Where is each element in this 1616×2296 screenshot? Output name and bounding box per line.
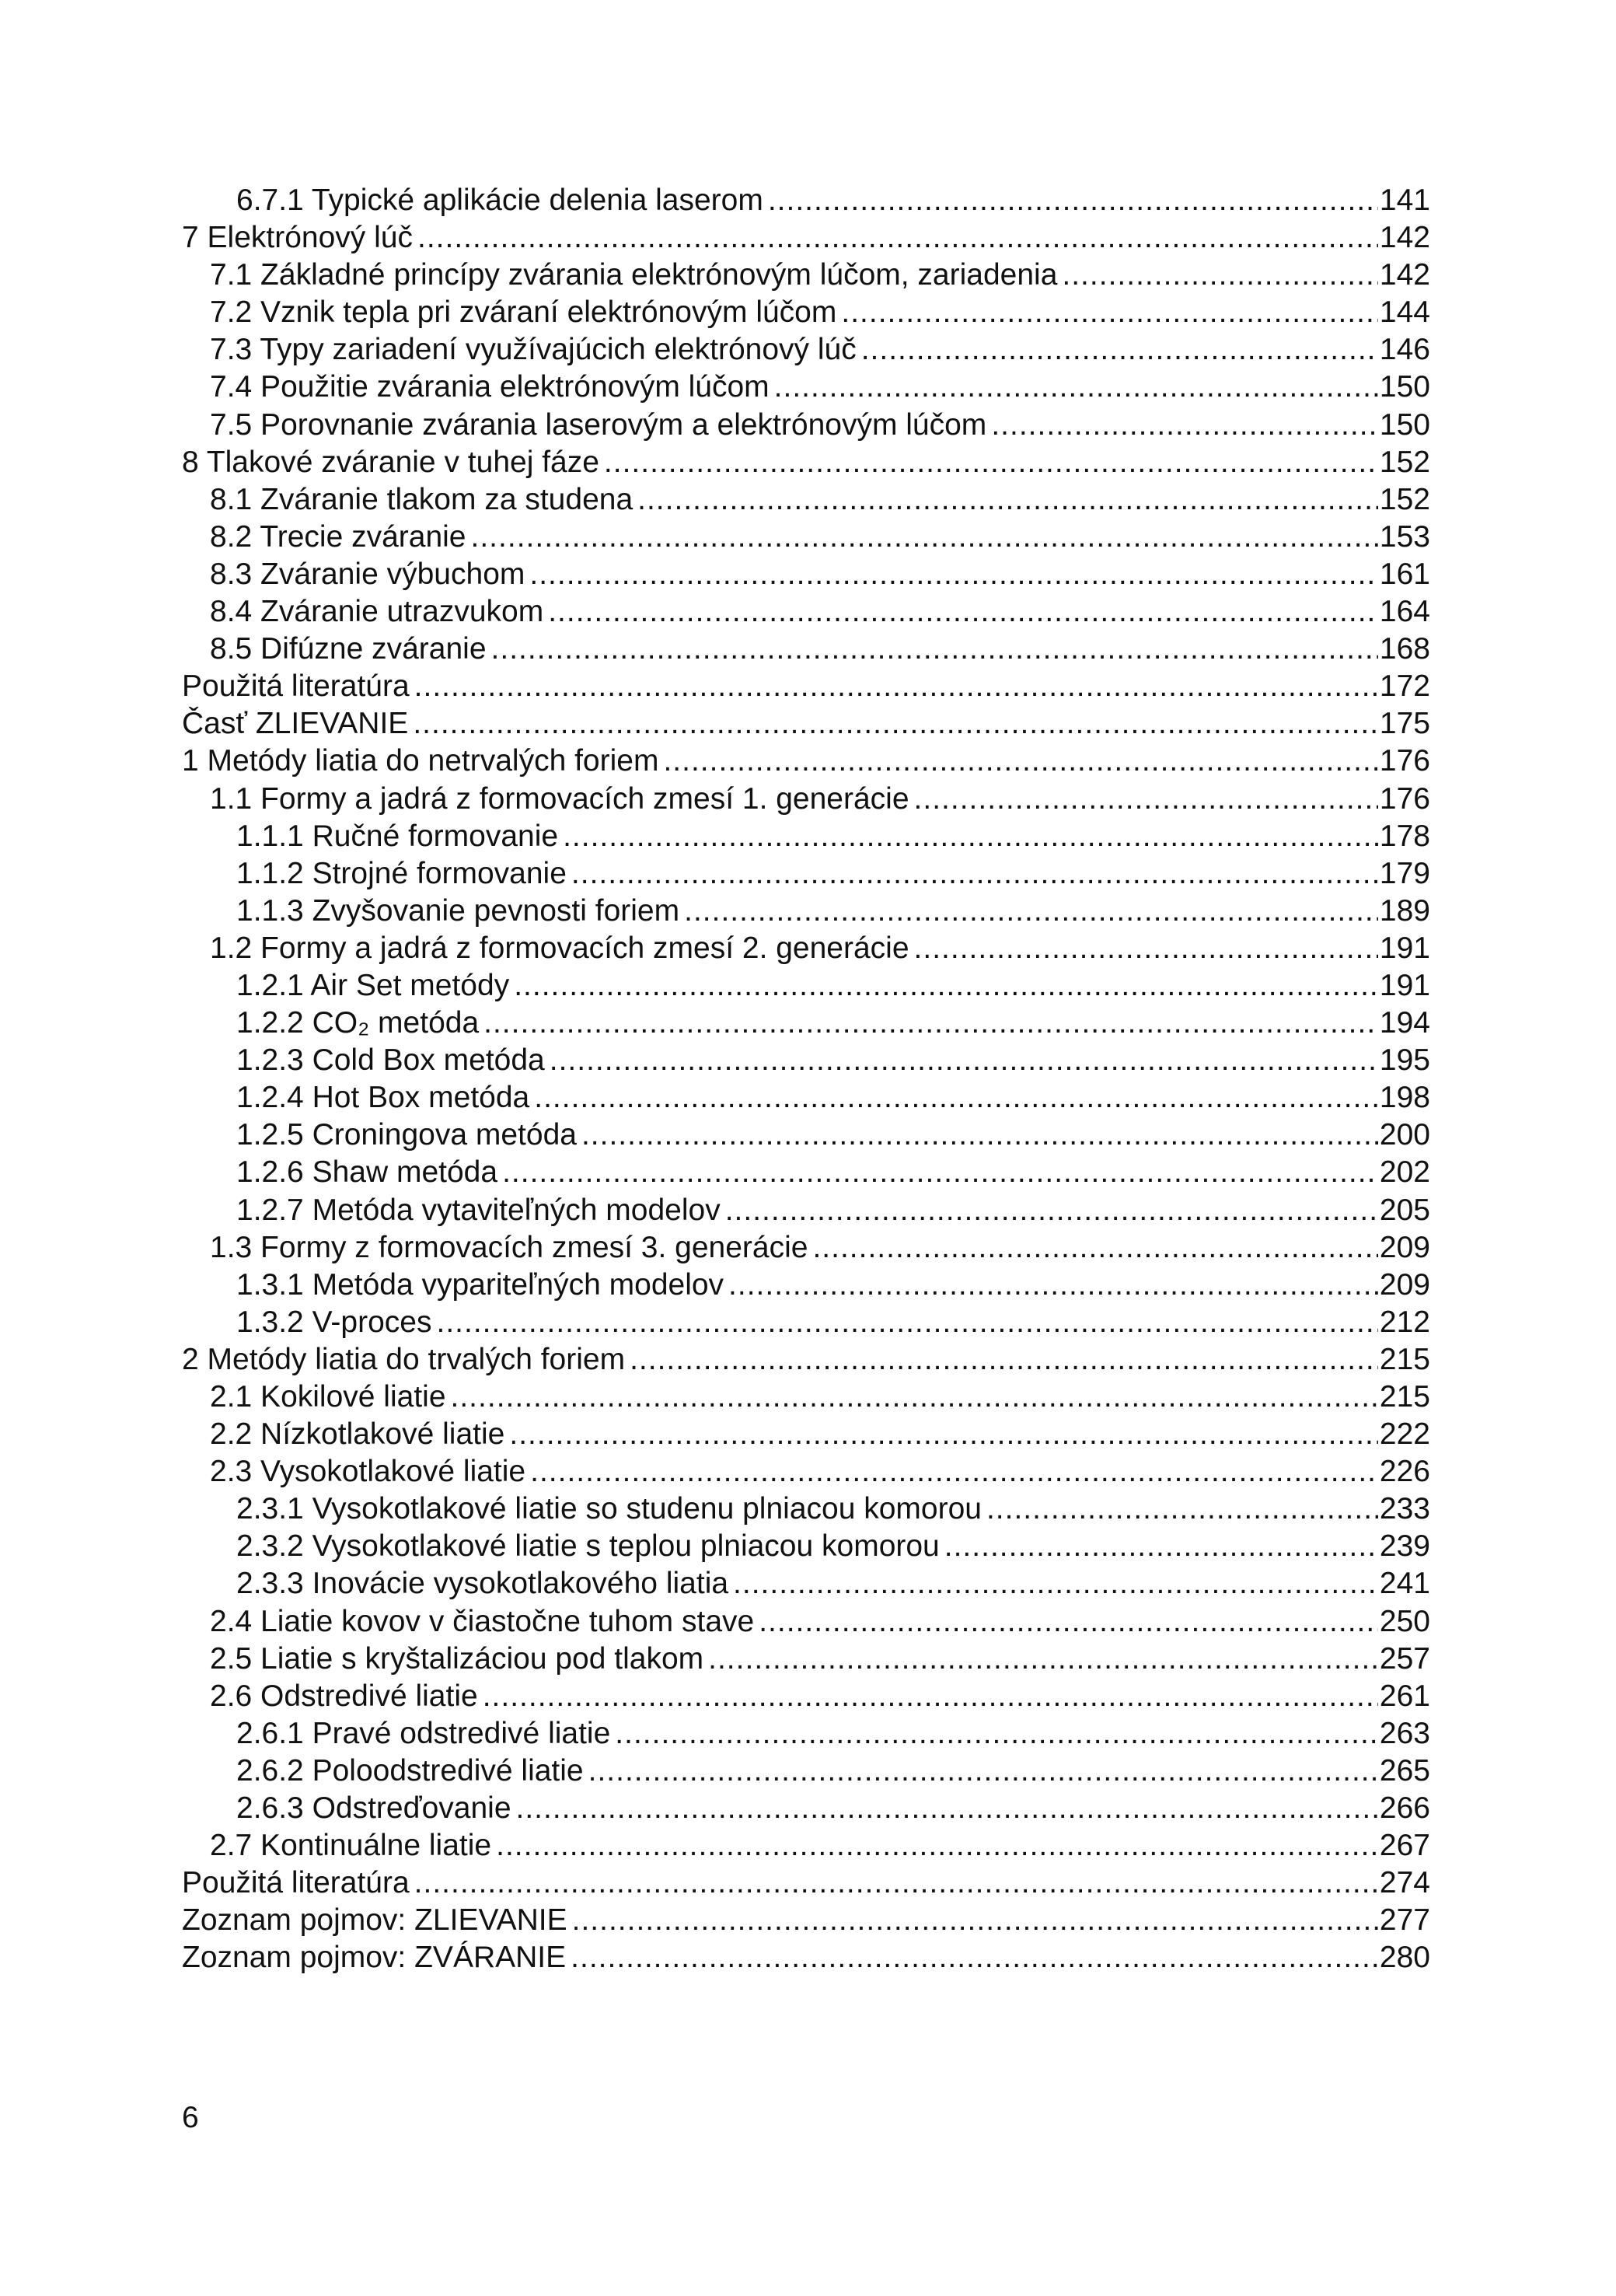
toc-entry-title: 1.2.3 Cold Box metóda (236, 1043, 545, 1078)
toc-leader-dots (733, 1565, 1378, 1602)
toc-entry-title: 2.3.2 Vysokotlakové liatie s teplou plniacou komorou (236, 1529, 940, 1564)
toc-entry[interactable] (182, 1379, 1430, 1416)
toc-leader-dots (496, 1827, 1378, 1864)
toc-leader-dots (451, 1379, 1378, 1416)
toc-entry-page: 263 (1379, 1716, 1430, 1750)
toc-leader-dots (841, 294, 1378, 331)
toc-entry[interactable] (182, 1790, 1430, 1827)
toc-entry-title: 2.6 Odstredivé liatie (210, 1679, 478, 1713)
toc-entry-title: 1.1.1 Ručné formovanie (236, 819, 559, 853)
toc-entry-page: 266 (1379, 1791, 1430, 1826)
toc-entry-page: 161 (1379, 557, 1430, 591)
toc-entry-title: 2.4 Liatie kovov v čiastočne tuhom stave (210, 1604, 755, 1638)
toc-entry-title: 2.3 Vysokotlakové liatie (210, 1455, 526, 1489)
toc-entry[interactable] (182, 1603, 1430, 1641)
toc-entry[interactable] (182, 1939, 1430, 1976)
toc-entry-title: Časť ZLIEVANIE (182, 707, 409, 741)
toc-entry[interactable] (182, 1005, 1430, 1042)
toc-leader-dots (684, 893, 1378, 930)
toc-entry[interactable] (182, 1341, 1430, 1379)
toc-entry-page: 194 (1379, 1006, 1430, 1040)
toc-leader-dots (571, 855, 1378, 893)
toc-entry-page: 142 (1379, 258, 1430, 292)
toc-leader-dots (534, 1079, 1378, 1117)
toc-entry-title: 2 Metódy liatia do trvalých foriem (182, 1342, 626, 1376)
toc-leader-dots (774, 369, 1378, 406)
toc-entry-title: 2.1 Kokilové liatie (210, 1380, 446, 1414)
toc-entry-title: 8 Tlakové zváranie v tuhej fáze (182, 445, 599, 479)
toc-entry-page: 168 (1379, 632, 1430, 666)
toc-entry-page: 205 (1379, 1193, 1430, 1227)
toc-leader-dots (986, 1490, 1378, 1528)
toc-entry-title: Použitá literatúra (182, 1866, 410, 1900)
page-number: 6 (182, 2101, 199, 2134)
toc-entry-page: 209 (1379, 1230, 1430, 1264)
toc-entry[interactable] (182, 182, 1430, 219)
toc-entry[interactable] (182, 631, 1430, 668)
toc-entry[interactable] (182, 1416, 1430, 1453)
toc-entry-page: 209 (1379, 1267, 1430, 1302)
toc-entry-page: 176 (1379, 744, 1430, 778)
toc-entry-page: 146 (1379, 333, 1430, 367)
toc-leader-dots (571, 1939, 1378, 1976)
table-of-contents (182, 182, 1430, 1977)
toc-entry-title: 2.7 Kontinuálne liatie (210, 1829, 492, 1863)
toc-leader-dots (414, 668, 1378, 705)
toc-leader-dots (637, 481, 1378, 519)
toc-entry-page: 152 (1379, 482, 1430, 516)
toc-leader-dots (436, 1304, 1377, 1341)
toc-entry-title: 6.7.1 Typické aplikácie delenia laserom (236, 183, 763, 217)
toc-entry-title: 1.3.2 V-proces (236, 1305, 432, 1339)
toc-entry[interactable] (182, 1079, 1430, 1117)
toc-entry-page: 265 (1379, 1753, 1430, 1788)
toc-entry[interactable] (182, 519, 1430, 556)
toc-entry[interactable] (182, 1753, 1430, 1790)
toc-entry-page: 241 (1379, 1567, 1430, 1601)
toc-leader-dots (991, 407, 1378, 444)
toc-entry[interactable] (182, 781, 1430, 818)
toc-entry-title: 1.2.7 Metóda vytaviteľných modelov (236, 1193, 721, 1227)
toc-entry-page: 152 (1379, 445, 1430, 479)
toc-entry-title: 7.1 Základné princípy zvárania elektrónovým lúčom, zariadenia (210, 258, 1058, 292)
toc-entry[interactable] (182, 1864, 1430, 1902)
toc-leader-dots (530, 1453, 1378, 1490)
toc-entry-title: 1.2.6 Shaw metóda (236, 1155, 498, 1190)
toc-entry-title: 1.3.1 Metóda vypariteľných modelov (236, 1267, 724, 1302)
toc-entry-page: 142 (1379, 221, 1430, 255)
toc-entry-page: 250 (1379, 1604, 1430, 1638)
toc-entry[interactable] (182, 1229, 1430, 1267)
toc-entry[interactable] (182, 930, 1430, 967)
toc-entry-page: 277 (1379, 1903, 1430, 1938)
toc-entry-page: 257 (1379, 1641, 1430, 1676)
toc-entry-page: 200 (1379, 1118, 1430, 1152)
toc-entry-title: 7.4 Použitie zvárania elektrónovým lúčom (210, 370, 770, 404)
toc-entry[interactable] (182, 1192, 1430, 1229)
toc-entry-page: 175 (1379, 707, 1430, 741)
toc-leader-dots (708, 1641, 1378, 1678)
toc-leader-dots (1062, 257, 1378, 294)
toc-entry-title: 8.1 Zváranie tlakom za studena (210, 482, 633, 516)
toc-leader-dots (483, 1005, 1378, 1042)
toc-leader-dots (514, 967, 1378, 1005)
toc-leader-dots (502, 1154, 1378, 1191)
toc-entry-title: 1.2.2 CO₂ metóda (236, 1006, 480, 1040)
toc-entry-page: 226 (1379, 1455, 1430, 1489)
toc-entry[interactable] (182, 1715, 1430, 1753)
toc-entry-page: 267 (1379, 1829, 1430, 1863)
toc-entry[interactable] (182, 967, 1430, 1005)
toc-entry-page: 164 (1379, 595, 1430, 629)
toc-entry[interactable] (182, 705, 1430, 743)
toc-entry-title: 2.3.1 Vysokotlakové liatie so studenu plniacou komorou (236, 1492, 982, 1526)
toc-entry[interactable] (182, 818, 1430, 855)
toc-entry-page: 189 (1379, 893, 1430, 928)
toc-leader-dots (768, 182, 1378, 219)
toc-entry-title: 8.5 Difúzne zváranie (210, 632, 487, 666)
toc-entry-page: 222 (1379, 1417, 1430, 1452)
toc-leader-dots (529, 556, 1378, 593)
toc-entry[interactable] (182, 331, 1430, 369)
toc-entry[interactable] (182, 1827, 1430, 1864)
toc-entry[interactable] (182, 444, 1430, 481)
toc-leader-dots (550, 1042, 1378, 1079)
toc-leader-dots (615, 1715, 1378, 1753)
toc-entry-title: 8.3 Zváranie výbuchom (210, 557, 525, 591)
toc-entry[interactable] (182, 893, 1430, 930)
toc-entry-title: 2.2 Nízkotlakové liatie (210, 1417, 505, 1452)
toc-entry[interactable] (182, 1641, 1430, 1678)
toc-entry-title: 1 Metódy liatia do netrvalých foriem (182, 744, 659, 778)
toc-entry-page: 178 (1379, 819, 1430, 853)
toc-entry-page: 239 (1379, 1529, 1430, 1564)
toc-leader-dots (914, 930, 1378, 967)
toc-entry-page: 144 (1379, 295, 1430, 330)
toc-entry[interactable] (182, 1304, 1430, 1341)
toc-entry[interactable] (182, 407, 1430, 444)
toc-leader-dots (581, 1117, 1378, 1154)
toc-entry[interactable] (182, 1453, 1430, 1490)
toc-entry-page: 261 (1379, 1679, 1430, 1713)
toc-entry-page: 215 (1379, 1380, 1430, 1414)
toc-entry-page: 191 (1379, 931, 1430, 965)
toc-leader-dots (417, 219, 1378, 257)
toc-entry[interactable] (182, 481, 1430, 519)
toc-leader-dots (604, 444, 1378, 481)
toc-entry[interactable] (182, 369, 1430, 406)
toc-entry-title: 2.6.2 Poloodstredivé liatie (236, 1753, 584, 1788)
toc-entry-page: 195 (1379, 1043, 1430, 1078)
toc-leader-dots (588, 1753, 1378, 1790)
toc-entry[interactable] (182, 1528, 1430, 1565)
toc-entry-title: 1.2.5 Croningova metóda (236, 1118, 577, 1152)
toc-entry-title: 2.6.1 Pravé odstredivé liatie (236, 1716, 611, 1750)
toc-entry-title: Použitá literatúra (182, 669, 410, 704)
toc-entry[interactable] (182, 1154, 1430, 1191)
toc-leader-dots (548, 593, 1378, 631)
toc-entry[interactable] (182, 1490, 1430, 1528)
toc-entry-title: 7.2 Vznik tepla pri zváraní elektrónovým lúčom (210, 295, 837, 330)
toc-entry-title: 1.1.3 Zvyšovanie pevnosti foriem (236, 893, 680, 928)
toc-entry-page: 141 (1379, 183, 1430, 217)
toc-entry-page: 176 (1379, 781, 1430, 816)
toc-entry-title: 8.4 Zváranie utrazvukom (210, 595, 544, 629)
toc-entry-page: 153 (1379, 519, 1430, 554)
toc-leader-dots (563, 818, 1378, 855)
toc-leader-dots (663, 743, 1377, 780)
toc-entry-page: 179 (1379, 856, 1430, 890)
toc-entry-title: Zoznam pojmov: ZLIEVANIE (182, 1903, 567, 1938)
toc-entry-page: 202 (1379, 1155, 1430, 1190)
toc-leader-dots (812, 1229, 1377, 1267)
toc-entry[interactable] (182, 556, 1430, 593)
toc-entry-title: 2.6.3 Odstreďovanie (236, 1791, 511, 1826)
toc-leader-dots (483, 1678, 1378, 1715)
toc-entry[interactable] (182, 219, 1430, 257)
toc-entry[interactable] (182, 1565, 1430, 1602)
toc-entry-title: 2.3.3 Inovácie vysokotlakového liatia (236, 1567, 729, 1601)
toc-entry-page: 150 (1379, 370, 1430, 404)
toc-entry[interactable] (182, 1117, 1430, 1154)
toc-entry[interactable] (182, 1267, 1430, 1304)
toc-entry-title: 1.2.4 Hot Box metóda (236, 1081, 530, 1115)
toc-leader-dots (509, 1416, 1378, 1453)
toc-entry-page: 215 (1379, 1342, 1430, 1376)
toc-entry[interactable] (182, 257, 1430, 294)
toc-leader-dots (471, 519, 1378, 556)
toc-entry-title: 1.2 Formy a jadrá z formovacích zmesí 2. generácie (210, 931, 909, 965)
toc-entry[interactable] (182, 294, 1430, 331)
toc-leader-dots (728, 1267, 1378, 1304)
toc-leader-dots (944, 1528, 1378, 1565)
toc-entry-title: 8.2 Trecie zváranie (210, 519, 466, 554)
toc-entry-title: 1.3 Formy z formovacích zmesí 3. generácie (210, 1230, 808, 1264)
toc-entry-page: 274 (1379, 1866, 1430, 1900)
toc-leader-dots (630, 1341, 1378, 1379)
toc-entry[interactable] (182, 1678, 1430, 1715)
toc-entry-title: Zoznam pojmov: ZVÁRANIE (182, 1941, 567, 1975)
toc-leader-dots (914, 781, 1378, 818)
toc-leader-dots (861, 331, 1378, 369)
toc-leader-dots (516, 1790, 1378, 1827)
toc-leader-dots (572, 1902, 1378, 1939)
toc-entry-title: 1.1 Formy a jadrá z formovacích zmesí 1. generácie (210, 781, 909, 816)
toc-entry[interactable] (182, 855, 1430, 893)
toc-entry-page: 191 (1379, 968, 1430, 1002)
toc-entry-page: 212 (1379, 1305, 1430, 1339)
toc-entry[interactable] (182, 668, 1430, 705)
toc-entry[interactable] (182, 1042, 1430, 1079)
toc-leader-dots (725, 1192, 1378, 1229)
toc-entry-page: 150 (1379, 407, 1430, 442)
toc-entry[interactable] (182, 743, 1430, 780)
toc-entry-title: 7 Elektrónový lúč (182, 221, 413, 255)
toc-leader-dots (414, 1864, 1378, 1902)
toc-entry-title: 2.5 Liatie s kryštalizáciou pod tlakom (210, 1641, 704, 1676)
toc-leader-dots (759, 1603, 1378, 1641)
toc-entry-page: 172 (1379, 669, 1430, 704)
toc-entry-page: 280 (1379, 1941, 1430, 1975)
toc-entry[interactable] (182, 593, 1430, 631)
toc-entry-title: 1.2.1 Air Set metódy (236, 968, 510, 1002)
toc-entry-page: 198 (1379, 1081, 1430, 1115)
toc-entry-title: 1.1.2 Strojné formovanie (236, 856, 567, 890)
toc-entry-page: 233 (1379, 1492, 1430, 1526)
toc-entry-title: 7.3 Typy zariadení využívajúcich elektrónový lúč (210, 333, 857, 367)
toc-entry-title: 7.5 Porovnanie zvárania laserovým a elektrónovým lúčom (210, 407, 987, 442)
toc-leader-dots (413, 705, 1378, 743)
toc-entry[interactable] (182, 1902, 1430, 1939)
toc-leader-dots (491, 631, 1378, 668)
